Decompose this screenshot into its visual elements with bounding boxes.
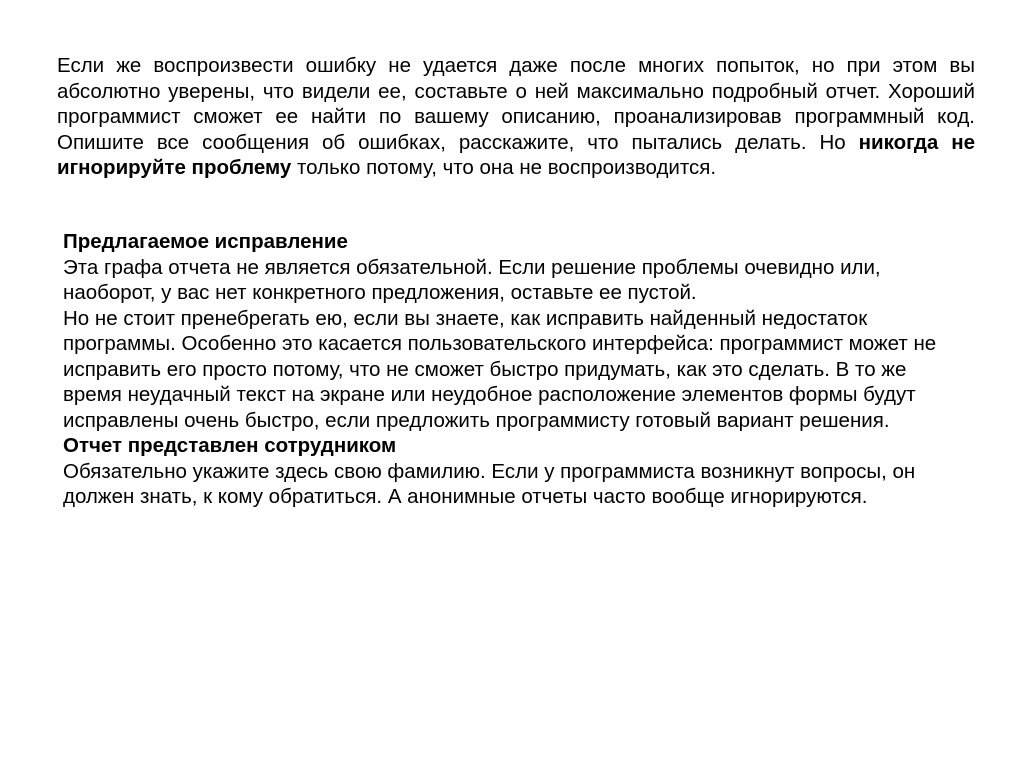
section-paragraph: Эта графа отчета не является обязательной. Если решение проблемы очевидно или, наоборот, у вас нет конкретного предложения, оставьте ее пустой. xyxy=(63,255,881,304)
section-heading: Отчет представлен сотрудником xyxy=(63,434,397,457)
intro-text-after: только потому, что она не воспроизводится. xyxy=(291,156,717,179)
section-suggested-fix xyxy=(63,229,963,433)
section-paragraph: Обязательно укажите здесь свою фамилию. Если у программиста возникнут вопросы, он должен знать, к кому обратиться. А анонимные отчеты часто вообще игнорируются. xyxy=(63,459,916,508)
section-reported-by xyxy=(63,433,963,510)
section-paragraph: Но не стоит пренебрегать ею, если вы знаете, как исправить найденный недостаток программы. Особенно это касается пользовательского интерфейса: программист может не исправить его просто потому, что не сможет быстро придумать, как это сделать. В то же время неудачный текст на экране или неудобное расположение элементов формы будут исправлены очень быстро, если предложить программисту готовый вариант решения. xyxy=(63,306,937,432)
intro-text-before: Если же воспроизвести ошибку не удается даже после многих попыток, но при этом вы абсолютно уверены, что видели ее, составьте о ней максимально подробный отчет. Хороший программист сможет ее найти по вашему описанию, проанализировав программный код. Опишите все сообщения об ошибках, расскажите, что пытались делать. Но xyxy=(57,54,975,154)
section-heading: Предлагаемое исправление xyxy=(63,230,348,253)
sections xyxy=(63,229,963,510)
intro-emphasis: никогда не игнорируйте проблему xyxy=(57,130,975,179)
intro-paragraph xyxy=(57,53,975,181)
